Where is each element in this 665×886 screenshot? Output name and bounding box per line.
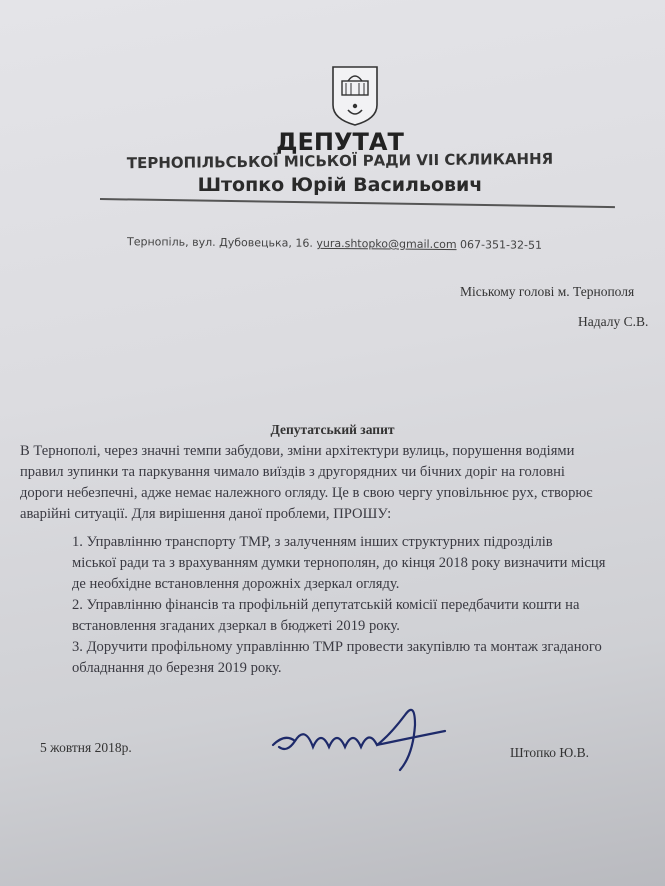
body-line: дороги небезпечні, адже немає належного огляду. Це в свою чергу уповільнює рух, створює bbox=[20, 485, 593, 501]
list-line: встановлення згаданих дзеркал в бюджеті 2019 року. bbox=[72, 618, 400, 634]
list-line: 1. Управлінню транспорту ТМР, з залученням інших структурних підрозділів bbox=[72, 534, 553, 550]
document-title: Депутатський запит bbox=[270, 422, 395, 437]
body-paragraph bbox=[20, 441, 593, 525]
contact-line bbox=[127, 235, 542, 252]
letterhead-title: ДЕПУТАТ bbox=[276, 128, 404, 156]
body-line: В Тернополі, через значні темпи забудови, зміни архітектури вулиць, порушення водіями bbox=[20, 443, 575, 459]
request-list bbox=[72, 532, 605, 679]
body-line: правил зупинки та паркування чимало виїздів з другорядних чи бічних доріг на головні bbox=[20, 464, 565, 480]
handwritten-signature bbox=[265, 695, 455, 780]
deputy-name: Штопко Юрій Васильович bbox=[197, 174, 483, 196]
email-link[interactable]: yura.shtopko@gmail.com bbox=[316, 236, 457, 252]
body-line: аварійні ситуації. Для вирішення даної проблеми, ПРОШУ: bbox=[20, 506, 392, 522]
list-line: 3. Доручити профільному управлінню ТМР провести закупівлю та монтаж згаданого bbox=[72, 639, 602, 655]
signer-name: Штопко Ю.В. bbox=[510, 745, 589, 760]
recipient-line-2: Надалу С.В. bbox=[578, 314, 649, 329]
address: Тернопіль, вул. Дубовецька, 16. bbox=[126, 235, 313, 250]
list-line: обладнання до березня 2019 року. bbox=[72, 660, 282, 676]
header-divider bbox=[100, 198, 615, 208]
document-date: 5 жовтня 2018р. bbox=[40, 740, 132, 755]
recipient-line-1: Міському голові м. Тернополя bbox=[460, 284, 635, 299]
coat-of-arms-logo bbox=[330, 65, 380, 132]
phone: 067-351-32-51 bbox=[460, 238, 543, 252]
list-line: де необхідне встановлення дорожніх дзеркал огляду. bbox=[72, 576, 400, 592]
list-line: міської ради та з врахуванням думки тернополян, до кінця 2018 року визначити місця bbox=[72, 555, 606, 571]
list-line: 2. Управлінню фінансів та профільній депутатській комісії передбачити кошти на bbox=[72, 597, 580, 613]
letterhead-subtitle: ТЕРНОПІЛЬСЬКОЇ МІСЬКОЇ РАДИ VII СКЛИКАННЯ bbox=[126, 149, 554, 173]
